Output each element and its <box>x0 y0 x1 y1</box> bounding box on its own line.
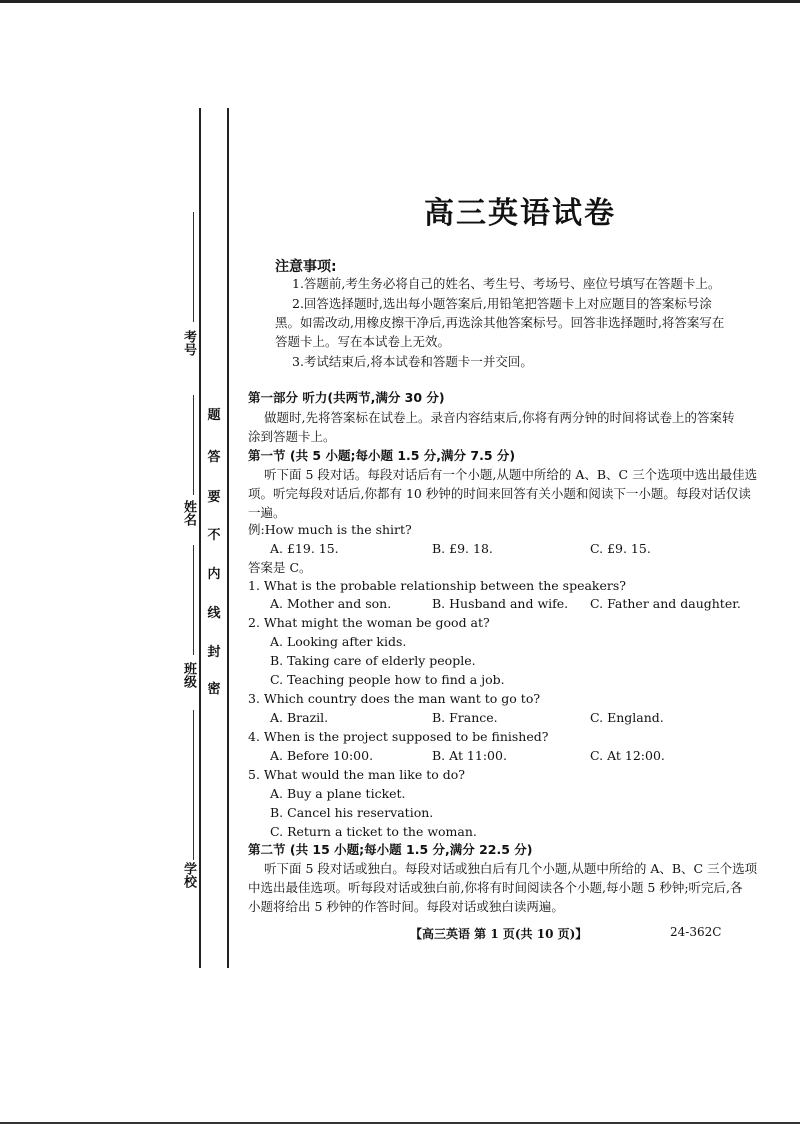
part1-intro: 涂到答题卡上。 <box>248 429 336 444</box>
q4-option-c: C. At 12:00. <box>590 748 665 763</box>
exam-code: 24-362C <box>670 925 722 939</box>
exam-number-label: 考号 <box>181 330 196 356</box>
class-field[interactable] <box>193 545 194 655</box>
q5-option-c: C. Return a ticket to the woman. <box>270 824 477 839</box>
exam-number-field[interactable] <box>193 212 194 322</box>
question-4: 4. When is the project supposed to be finished? <box>248 729 549 744</box>
q5-option-b: B. Cancel his reservation. <box>270 805 434 820</box>
name-field[interactable] <box>193 395 194 495</box>
part1-heading: 第一部分 听力(共两节,满分 30 分) <box>248 390 445 405</box>
question-5: 5. What would the man like to do? <box>248 767 465 782</box>
school-field[interactable] <box>193 710 194 860</box>
section1-intro: 项。听完每段对话后,你都有 10 秒钟的时间来回答有关小题和阅读下一小题。每段对话仅读 <box>248 486 751 501</box>
question-3: 3. Which country does the man want to go to? <box>248 691 541 706</box>
q1-option-c: C. Father and daughter. <box>590 596 741 611</box>
section1-intro: 一遍。 <box>248 505 286 520</box>
section2-intro: 听下面 5 段对话或独白。每段对话或独白后有几个小题,从题中所给的 A、B、C 三个选项 <box>264 861 758 876</box>
top-border <box>0 0 800 3</box>
notice-item-2: 2.回答选择题时,选出每小题答案后,用铅笔把答题卡上对应题目的答案标号涂 <box>292 296 712 311</box>
part1-intro: 做题时,先将答案标在试卷上。录音内容结束后,你将有两分钟的时间将试卷上的答案转 <box>264 410 735 425</box>
page-title: 高三英语试卷 <box>424 196 616 231</box>
question-2: 2. What might the woman be good at? <box>248 615 490 630</box>
notice-item-1: 1.答题前,考生务必将自己的姓名、考生号、考场号、座位号填写在答题卡上。 <box>292 276 721 291</box>
example-answer: 答案是 C。 <box>248 560 312 575</box>
section1-intro: 听下面 5 段对话。每段对话后有一个小题,从题中所给的 A、B、C 三个选项中选出最佳选 <box>264 467 758 482</box>
example-option-b: B. £9. 18. <box>432 541 493 556</box>
seal-char: 线 <box>207 606 221 621</box>
q5-option-a: A. Buy a plane ticket. <box>270 786 406 801</box>
q3-option-a: A. Brazil. <box>270 710 329 725</box>
q2-option-c: C. Teaching people how to find a job. <box>270 672 505 687</box>
margin-line-outer <box>199 108 201 968</box>
section2-heading: 第二节 (共 15 小题;每小题 1.5 分,满分 22.5 分) <box>248 842 533 857</box>
q3-option-b: B. France. <box>432 710 498 725</box>
section1-heading: 第一节 (共 5 小题;每小题 1.5 分,满分 7.5 分) <box>248 448 516 463</box>
q2-option-a: A. Looking after kids. <box>270 634 407 649</box>
seal-char: 封 <box>207 645 221 660</box>
example-option-a: A. £19. 15. <box>270 541 339 556</box>
name-label: 姓名 <box>181 500 196 526</box>
school-label: 学校 <box>181 862 196 888</box>
notice-item-3: 3.考试结束后,将本试卷和答题卡一并交回。 <box>292 354 533 369</box>
q2-option-b: B. Taking care of elderly people. <box>270 653 476 668</box>
q1-option-a: A. Mother and son. <box>270 596 392 611</box>
notice-heading: 注意事项: <box>275 259 337 275</box>
bottom-border <box>0 1122 800 1124</box>
example-question: 例:How much is the shirt? <box>248 522 412 537</box>
seal-char: 密 <box>207 682 221 697</box>
section2-intro: 小题将给出 5 秒钟的作答时间。每段对话或独白读两遍。 <box>248 899 564 914</box>
notice-item-2: 答题卡上。写在本试卷上无效。 <box>275 334 451 349</box>
q3-option-c: C. England. <box>590 710 664 725</box>
example-option-c: C. £9. 15. <box>590 541 651 556</box>
seal-char: 不 <box>207 528 221 543</box>
q1-option-b: B. Husband and wife. <box>432 596 569 611</box>
section2-intro: 中选出最佳选项。听每段对话或独白前,你将有时间阅读各个小题,每小题 5 秒钟;听完后,各 <box>248 880 743 895</box>
class-label: 班级 <box>181 662 196 688</box>
seal-char: 题 <box>207 408 221 423</box>
notice-item-2: 黑。如需改动,用橡皮擦干净后,再选涂其他答案标号。回答非选择题时,将答案写在 <box>275 315 725 330</box>
q4-option-b: B. At 11:00. <box>432 748 507 763</box>
seal-char: 内 <box>207 567 221 582</box>
q4-option-a: A. Before 10:00. <box>270 748 374 763</box>
question-1: 1. What is the probable relationship between the speakers? <box>248 578 626 593</box>
seal-char: 要 <box>207 490 221 505</box>
seal-char: 答 <box>207 450 221 465</box>
margin-line-inner <box>227 108 229 968</box>
page-footer: 【高三英语 第 1 页(共 10 页)】 <box>410 927 588 941</box>
